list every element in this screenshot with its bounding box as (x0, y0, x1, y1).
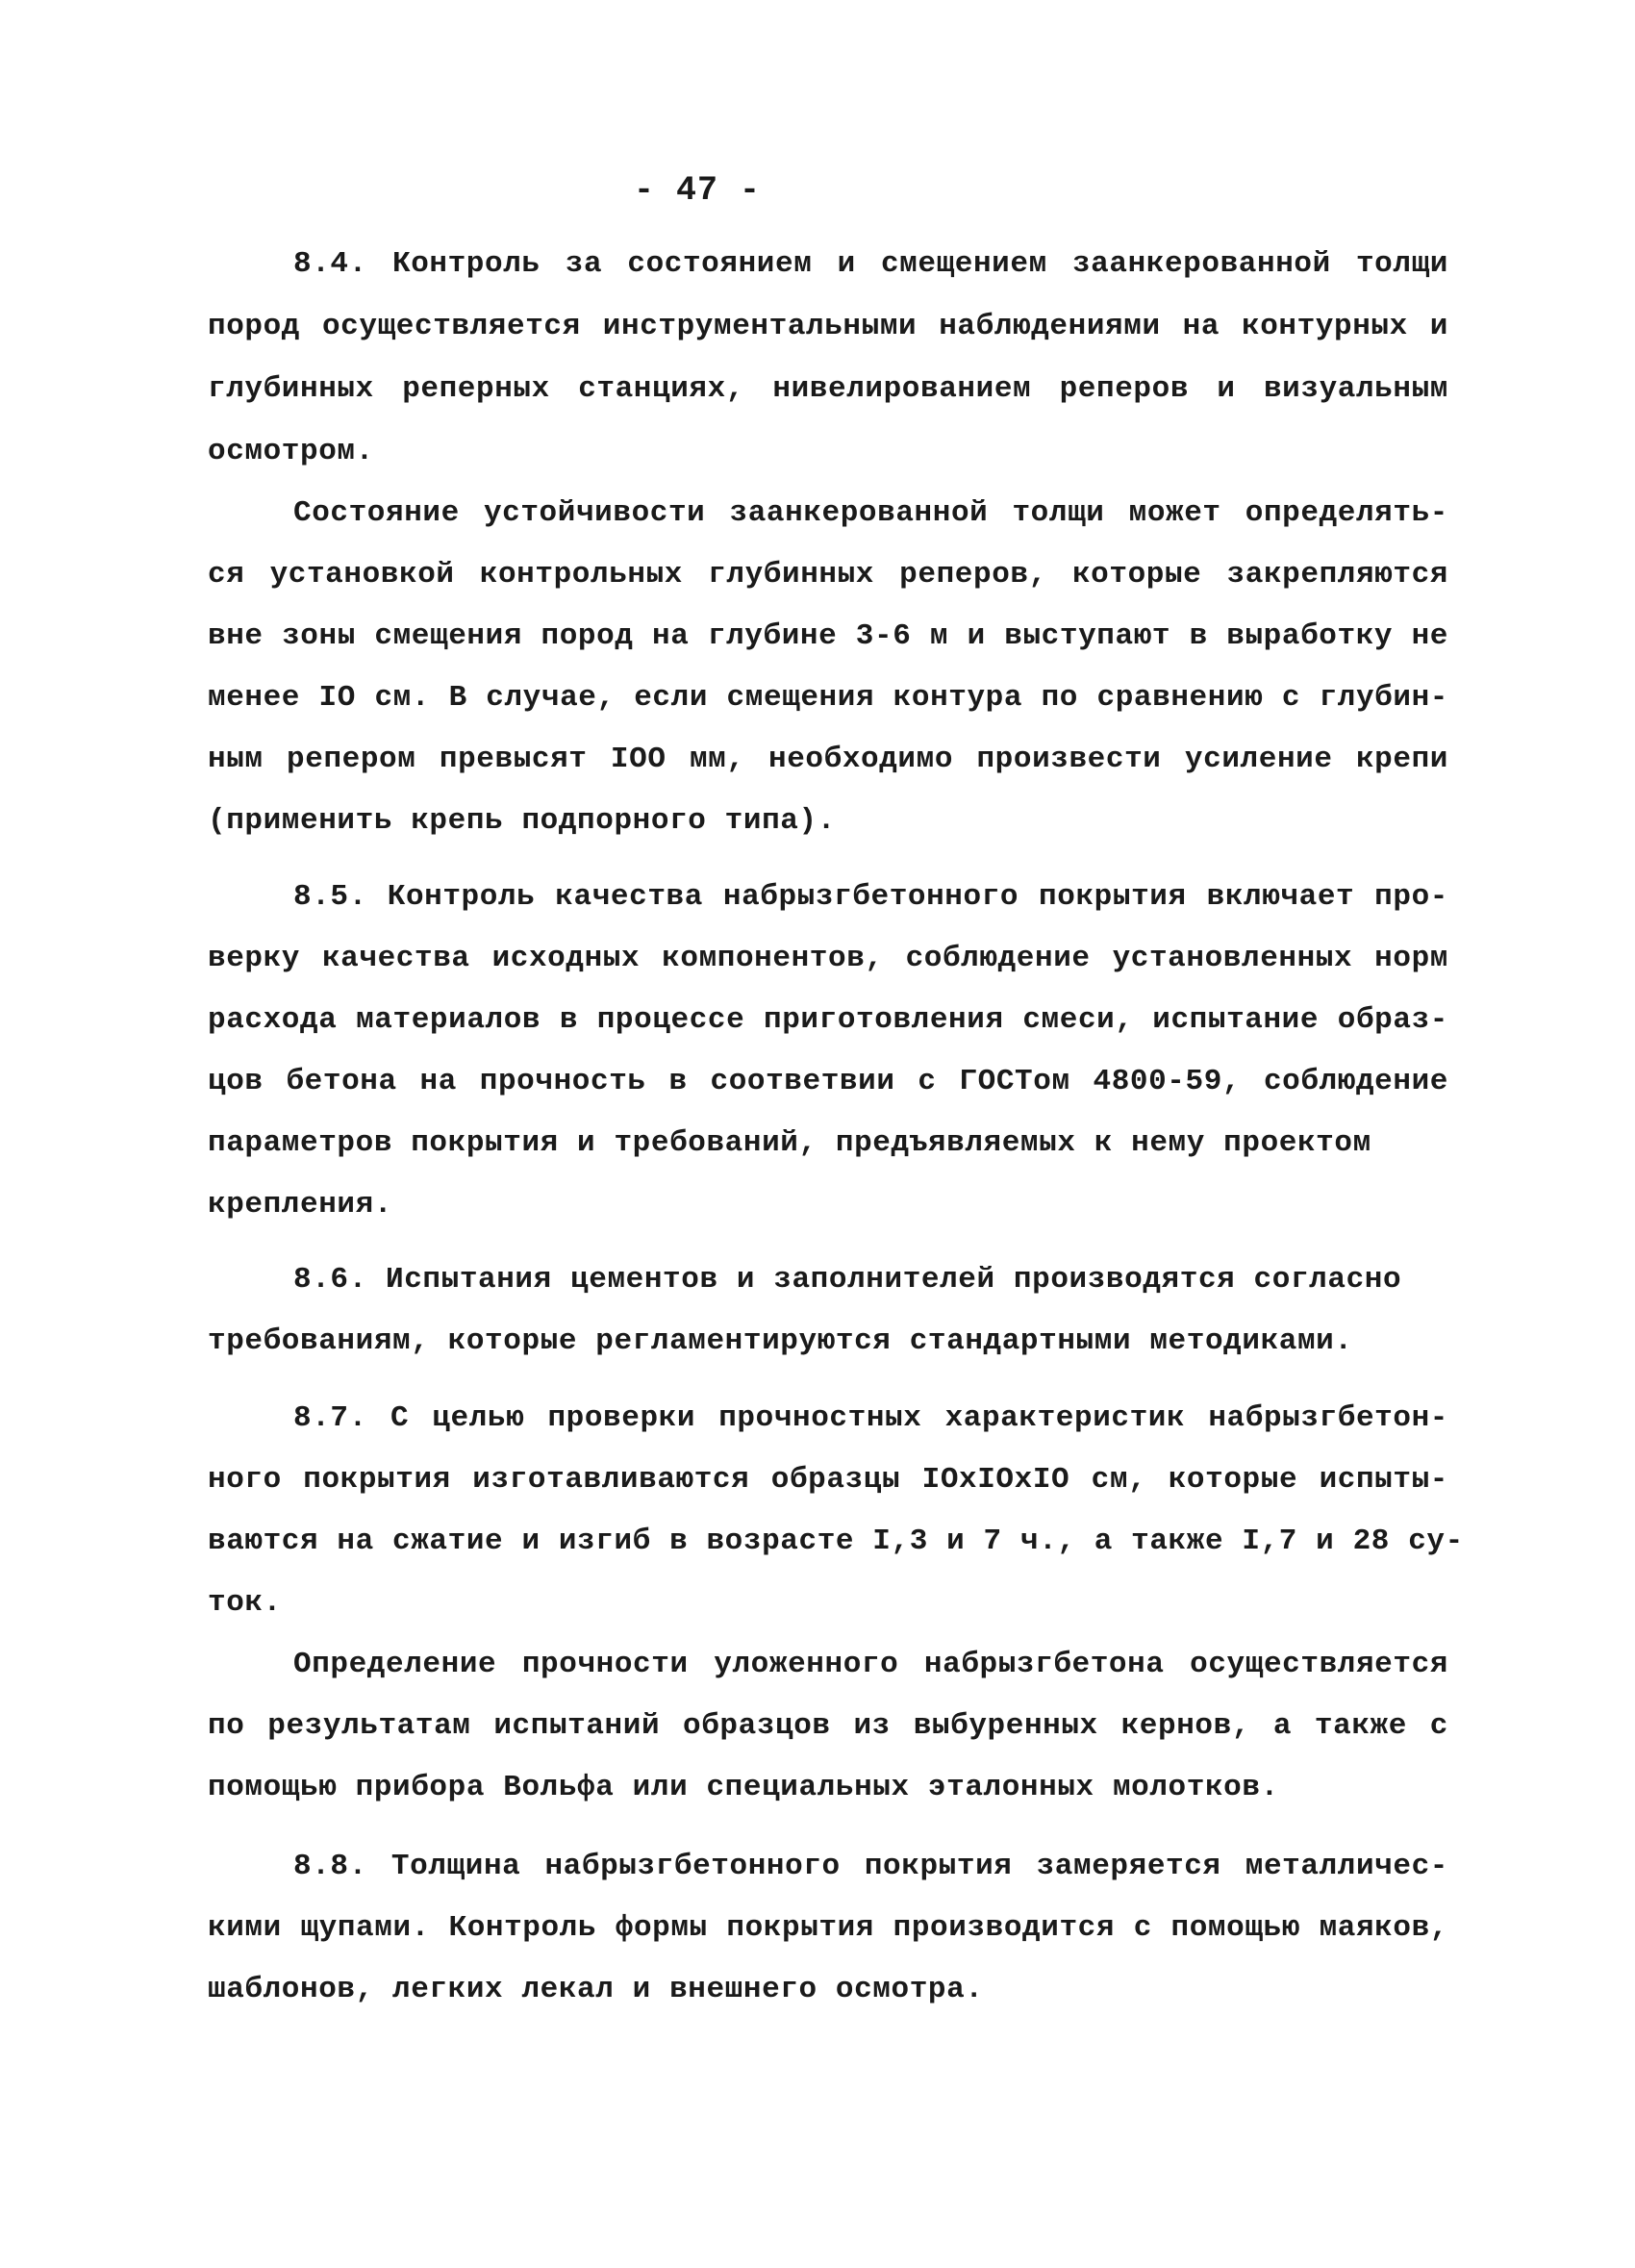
text-line: верку качества исходных компонентов, соблюдение установленных норм (208, 942, 1448, 975)
text-line: помощью прибора Вольфа или специальных эталонных молотков. (208, 1771, 1279, 1804)
text-line: крепления. (208, 1188, 393, 1222)
text-line: по результатам испытаний образцов из выбуренных кернов, а также с (208, 1709, 1448, 1743)
text-line: 8.6. Испытания цементов и заполнителей производятся согласно (293, 1263, 1402, 1297)
text-line: ного покрытия изготавливаются образцы IOxIOxIO см, которые испыты- (208, 1463, 1448, 1497)
text-line: глубинных реперных станциях, нивелированием реперов и визуальным (208, 372, 1448, 406)
text-line: пород осуществляется инструментальными наблюдениями на контурных и (208, 310, 1448, 343)
text-line: параметров покрытия и требований, предъявляемых к нему проектом (208, 1126, 1371, 1160)
text-line: кими щупами. Контроль формы покрытия производится с помощью маяков, (208, 1911, 1448, 1945)
text-line: ток. (208, 1586, 282, 1620)
text-line: 8.5. Контроль качества набрызгбетонного покрытия включает про- (293, 880, 1448, 914)
text-line: цов бетона на прочность в соответвии с ГОСТом 4800-59, соблюдение (208, 1065, 1448, 1098)
text-line: Состояние устойчивости заанкерованной толщи может определять- (293, 496, 1448, 530)
text-line: ся установкой контрольных глубинных реперов, которые закрепляются (208, 558, 1448, 592)
text-line: менее IO см. В случае, если смещения контура по сравнению с глубин- (208, 681, 1448, 715)
text-line: требованиям, которые регламентируются стандартными методиками. (208, 1324, 1353, 1358)
text-line: расхода материалов в процессе приготовления смеси, испытание образ- (208, 1003, 1448, 1037)
text-line: осмотром. (208, 435, 374, 468)
text-line: ваются на сжатие и изгиб в возрасте I,3 и 7 ч., а также I,7 и 28 су- (208, 1525, 1464, 1558)
text-line: вне зоны смещения пород на глубине 3-6 м и выступают в выработку не (208, 619, 1448, 653)
text-line: 8.8. Толщина набрызгбетонного покрытия замеряется металличес- (293, 1850, 1448, 1883)
text-line: шаблонов, легких лекал и внешнего осмотра. (208, 1973, 984, 2006)
text-line: 8.7. С целью проверки прочностных характеристик набрызгбетон- (293, 1401, 1448, 1435)
text-line: 8.4. Контроль за состоянием и смещением заанкерованной толщи (293, 247, 1448, 281)
page-number: - 47 - (633, 171, 762, 210)
text-line: Определение прочности уложенного набрызгбетона осуществляется (293, 1648, 1448, 1681)
text-line: (применить крепь подпорного типа). (208, 804, 836, 838)
text-line: ным репером превысят IOO мм, необходимо произвести усиление крепи (208, 743, 1448, 776)
